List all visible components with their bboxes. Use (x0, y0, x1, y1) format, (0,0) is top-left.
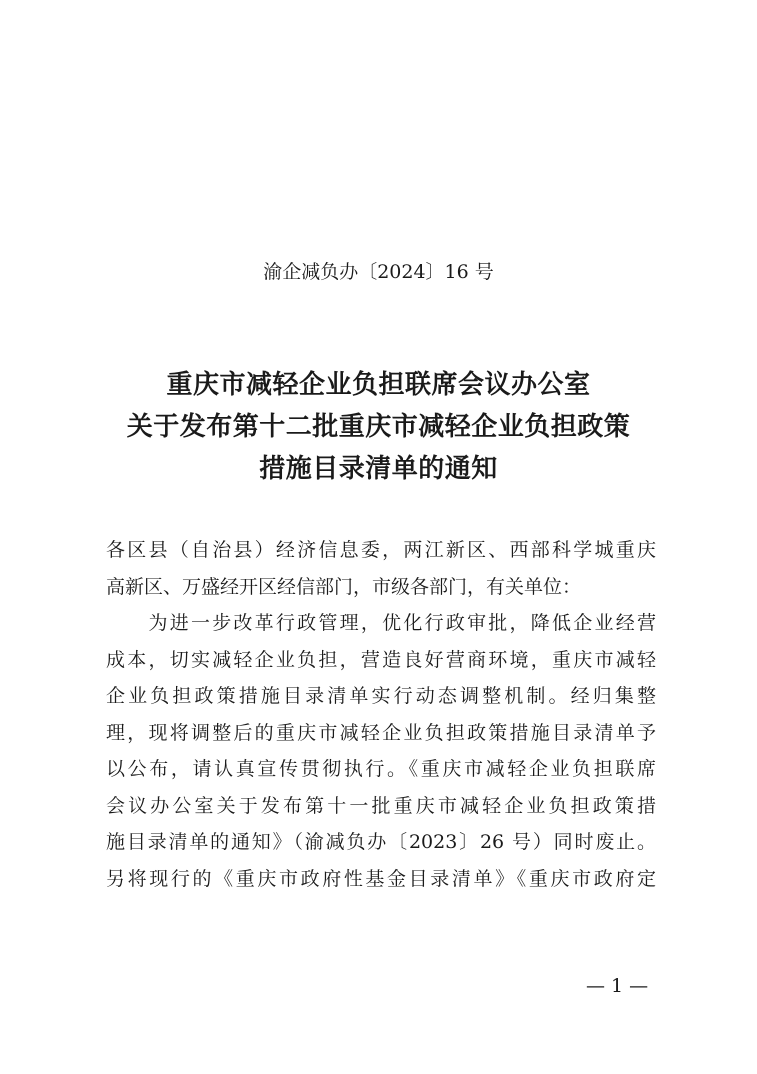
body-line: 企业负担政策措施目录清单实行动态调整机制。经归集整 (106, 685, 656, 707)
body-line: 理，现将调整后的重庆市减轻企业负担政策措施目录清单予 (106, 721, 656, 744)
document-number: 渝企减负办〔2024〕16 号 (263, 261, 494, 283)
body-line: 高新区、万盛经开区经信部门，市级各部门，有关单位： (106, 575, 582, 598)
body-line: 各区县（自治县）经济信息委，两江新区、西部科学城重庆 (106, 539, 656, 561)
body-text (106, 532, 656, 897)
title-line-1: 重庆市减轻企业负担联席会议办公室 (166, 370, 591, 400)
title-line-3: 措施目录清单的通知 (259, 454, 498, 484)
body-line: 另将现行的《重庆市政府性基金目录清单》《重庆市政府定 (106, 867, 656, 890)
document-title (0, 364, 757, 490)
body-line: 成本，切实减轻企业负担，营造良好营商环境，重庆市减轻 (106, 648, 656, 671)
body-line: 以公布，请认真宣传贯彻执行。《重庆市减轻企业负担联席 (106, 758, 656, 780)
body-line: 为进一步改革行政管理，优化行政审批，降低企业经营 (106, 612, 656, 634)
page-number: — 1 — (586, 975, 649, 997)
body-line: 施目录清单的通知》（渝减负办〔2023〕26 号）同时废止。 (106, 831, 656, 853)
body-line: 会议办公室关于发布第十一批重庆市减轻企业负担政策措 (106, 794, 656, 817)
title-line-2: 关于发布第十二批重庆市减轻企业负担政策 (126, 412, 631, 442)
